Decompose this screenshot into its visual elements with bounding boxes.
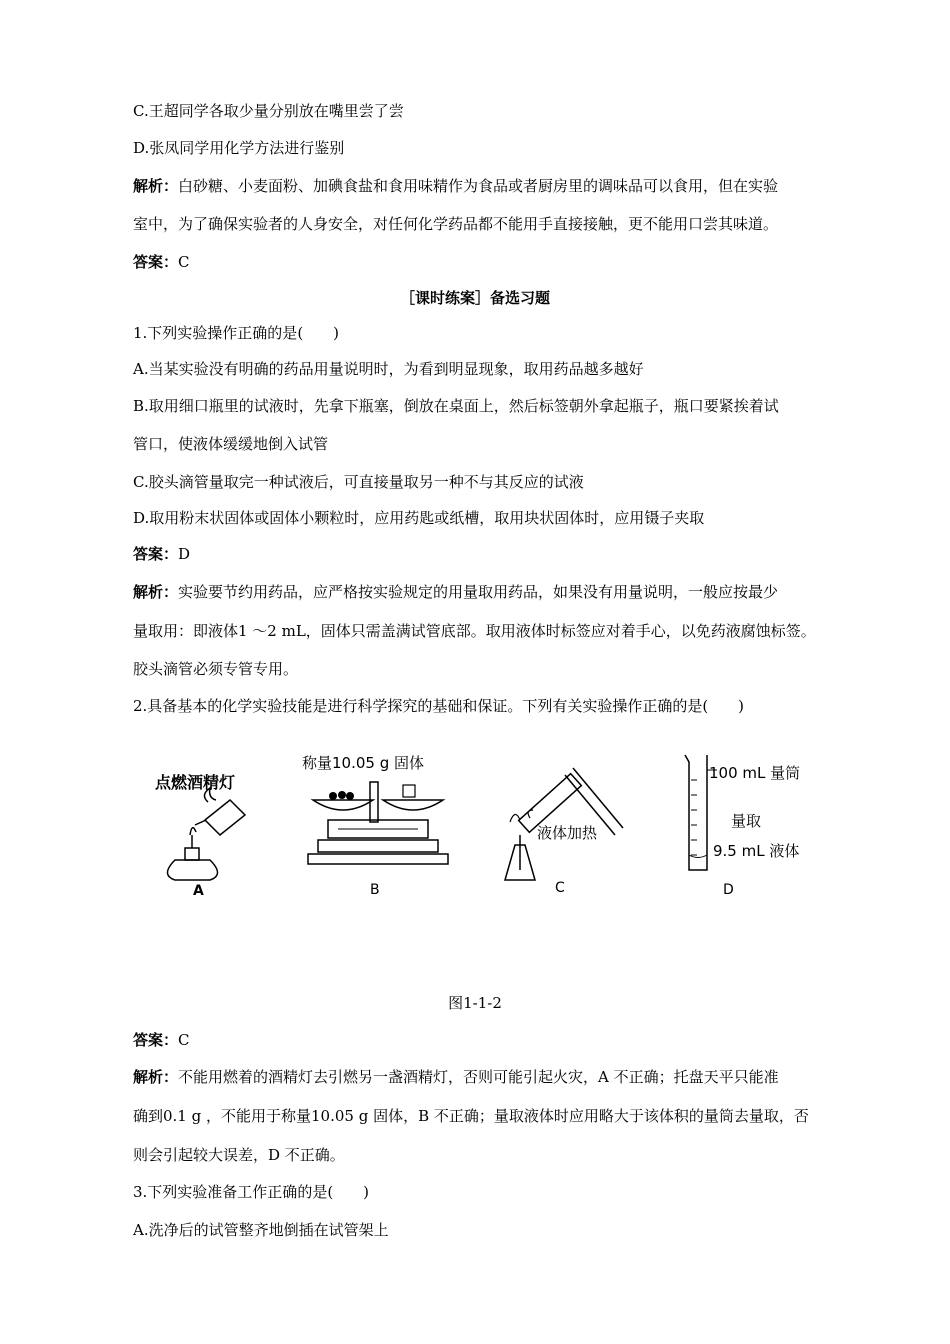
question-1-option-b-cont: 管口，使液体缓缓地倒入试管 — [133, 435, 329, 453]
figure-c — [495, 740, 625, 910]
question-1-option-d: D.取用粉末状固体或固体小颗粒时，应用药匙或纸槽，取用块状固体时，应用镊子夹取 — [133, 509, 705, 527]
analysis-paragraph-1-cont: 室中，为了确保实验者的人身安全，对任何化学药品都不能用手直接接触，更不能用口尝其味道。 — [133, 215, 779, 233]
question-1-option-b: B.取用细口瓶里的试液时，先拿下瓶塞，倒放在桌面上，然后标签朝外拿起瓶子，瓶口要紧挨着试 — [133, 397, 779, 415]
analysis-paragraph-3-cont2: 则会引起较大误差，D 不正确。 — [133, 1146, 345, 1164]
answer-line-1 — [133, 252, 190, 272]
figure-b-letter: B — [370, 882, 380, 898]
figure-d-label-volume: 9.5 mL 液体 — [713, 842, 800, 860]
analysis-paragraph-1 — [133, 176, 778, 196]
answer-label: 答案： — [133, 1031, 179, 1049]
figure-d-letter: D — [723, 882, 734, 898]
answer-value: C — [178, 1031, 190, 1049]
analysis-paragraph-3 — [133, 1067, 779, 1087]
figure-b — [298, 740, 453, 910]
option-d-text: D.张凤同学用化学方法进行鉴别 — [133, 139, 345, 157]
answer-value: C — [178, 253, 190, 271]
analysis-label: 解析： — [133, 1068, 179, 1086]
answer-line-3 — [133, 1030, 190, 1050]
figure-d-label-cylinder: 100 mL 量筒 — [709, 764, 801, 782]
analysis-text: 实验要节约用药品，应严格按实验规定的用量取用药品，如果没有用量说明，一般应按最少 — [178, 583, 779, 601]
figure-c-title: 液体加热 — [537, 824, 598, 842]
analysis-label: 解析： — [133, 177, 179, 195]
alcohol-lamp-illustration — [150, 740, 260, 910]
answer-label: 答案： — [133, 545, 179, 563]
figure-b-title: 称量10.05 g 固体 — [302, 754, 424, 772]
analysis-text: 不能用燃着的酒精灯去引燃另一盏酒精灯，否则可能引起火灾，A 不正确；托盘天平只能准 — [178, 1068, 779, 1086]
analysis-label: 解析： — [133, 583, 179, 601]
analysis-paragraph-3-cont1: 确到0.1 g ，不能用于称量10.05 g 固体，B 不正确；量取液体时应用略大于该体积的量筒去量取，否 — [133, 1107, 809, 1125]
section-title: ［课时练案］备选习题 — [399, 289, 550, 307]
figure-c-letter: C — [555, 880, 565, 896]
question-3-option-a: A.洗净后的试管整齐地倒插在试管架上 — [133, 1221, 389, 1239]
answer-line-2 — [133, 544, 190, 564]
question-1: 1.下列实验操作正确的是( ) — [133, 324, 340, 342]
question-1-option-a: A.当某实验没有明确的药品用量说明时，为看到明显现象，取用药品越多越好 — [133, 360, 644, 378]
option-c-text: C.王超同学各取少量分别放在嘴里尝了尝 — [133, 102, 404, 120]
figure-caption: 图1-1-2 — [448, 994, 502, 1012]
analysis-paragraph-2 — [133, 582, 778, 602]
figure-d — [675, 740, 805, 910]
question-1-option-c: C.胶头滴管量取完一种试液后，可直接量取另一种不与其反应的试液 — [133, 473, 584, 491]
question-3: 3.下列实验准备工作正确的是( ) — [133, 1183, 370, 1201]
figure-a-letter: A — [193, 883, 204, 899]
analysis-text: 白砂糖、小麦面粉、加碘食盐和食用味精作为食品或者厨房里的调味品可以食用，但在实验 — [178, 177, 779, 195]
analysis-paragraph-2-cont1: 量取用：即液体1 ～2 mL，固体只需盖满试管底部。取用液体时标签应对着手心，以免药液腐蚀标签。 — [133, 622, 816, 640]
analysis-paragraph-2-cont2: 胶头滴管必须专管专用。 — [133, 660, 299, 678]
figure-a — [150, 740, 260, 910]
figure-d-label-measure: 量取 — [731, 812, 762, 830]
question-2: 2.具备基本的化学实验技能是进行科学探究的基础和保证。下列有关实验操作正确的是( ) — [133, 697, 745, 715]
figure-a-title: 点燃酒精灯 — [155, 773, 236, 792]
answer-value: D — [178, 545, 191, 563]
answer-label: 答案： — [133, 253, 179, 271]
